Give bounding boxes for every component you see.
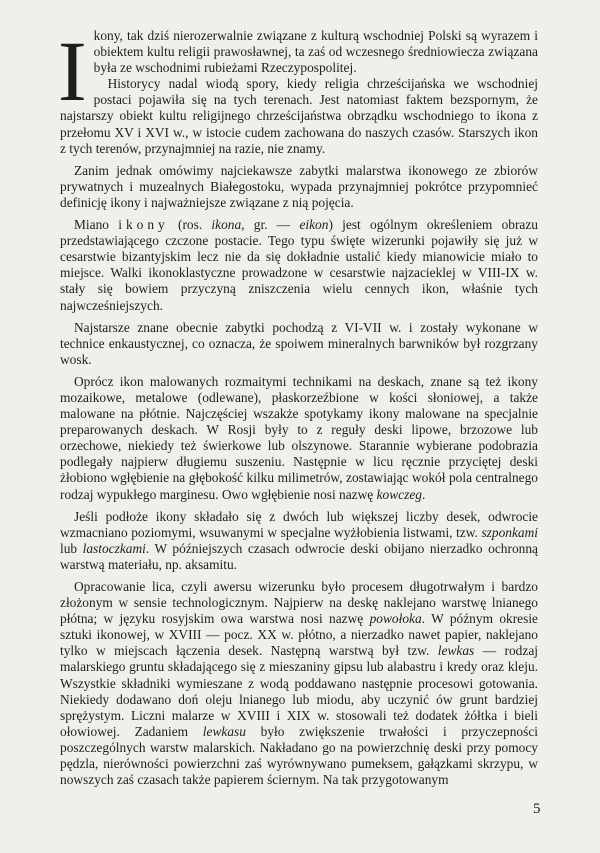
- paragraph-7: [60, 579, 538, 788]
- p3-spaced-term: ikony: [118, 217, 169, 233]
- p3-text-c: (ros.: [168, 217, 212, 233]
- p7-text-e: — rodzaj malarskiego gruntu składającego się z mieszaniny gipsu lub alabastru i kredy oraz kleju. Wszystkie składniki wymieszane z wodą poddawano następnie procesowi gotowania. Niekiedy dodawano doń oleju lnianego lub miodu, aby uczynić ów grunt bardziej sprężystym. Liczni malarze w XVIII i XIX w. stosowali też dodatek żółtka i bieli ołowiowej. Zadaniem: [60, 643, 538, 739]
- p6-italic-lastoczkami: lastoczkami: [82, 540, 146, 556]
- paragraph-6: [60, 509, 538, 573]
- p6-text-a: Jeśli podłoże ikony składało się z dwóch lub większej liczby desek, odwrocie wzmacniano poziomymi, wsuwanymi w specjalne wyżłobienia listwami, tzw.: [60, 508, 538, 540]
- p5-text-c: .: [421, 486, 426, 502]
- p7-text-g: było zwiększenie trwałości i przyczepności poszczególnych warstw malarskich. Nakładano go na powierzchnię deski przy pomocy pędzla, nierówności powierzchni zaś wyrównywano pumeksem, gałązkami skrzypu, w nowszych zaś czasach także papierem ściernym. Na tak przygotowanym: [60, 723, 538, 788]
- p7-italic-lewkas: lewkas: [437, 643, 475, 659]
- p6-text-c: lub: [60, 540, 83, 556]
- p3-italic-ikona: ikona: [211, 217, 242, 233]
- body-text: [58, 23, 538, 794]
- p5-italic-kowczeg: kowczeg: [376, 486, 422, 502]
- p3-italic-eikon: eikon: [299, 217, 329, 233]
- paragraph-3: [60, 217, 538, 314]
- drop-cap: I: [58, 23, 87, 119]
- p3-text-g: ) jest ogólnym określeniem obrazu przedstawiającego czczone postacie. Tego typu święte wizerunki pojawiły się już w cesarstwie bizantyjskim lecz nie da się dokładnie ustalić kiedy mianowicie miało to miejsce. Walki ikonoklastyczne prowadzone w cesarstwie najzacieklej w VIII-IX w. stały się bowiem przyczyną zniszczenia wielu cennych ikon, właśnie tych najwcześniejszych.: [60, 217, 538, 313]
- paragraph-1a-text: kony, tak dziś nierozerwalnie związane z kulturą wschodniej Polski są wyrazem i obiektem kultu religii prawosławnej, ta zaś od wczesnego średniowiecza związana była ze wschodnimi rubieżami Rzeczypospolitej.: [93, 28, 538, 76]
- paragraph-4: Najstarsze znane obecnie zabytki pochodzą z VI-VII w. i zostały wykonane w technice enkaustycznej, co oznacza, że spoiwem mineralnych barwników był rozgrzany wosk.: [60, 319, 538, 367]
- p5-text-a: Oprócz ikon malowanych rozmaitymi technikami na deskach, znane są też ikony mozaikowe, metalowe (odlewane), płaskorzeźbione w kości słoniowej, a także malowane na płótnie. Najczęściej wszakże spotykamy ikony malowane na specjalnie preparowanych deskach. W Rosji były to z reguły deski lipowe, brzozowe lub orzechowe, niekiedy też świerkowe lub olszynowe. Starannie wybierane podobrazia podlegały najpierw długiemu suszeniu. Następnie w licu ręcznie przyciętej deski żłobiono wgłębienie na głębokość kilku milimetrów, zostawiając wokół pola centralnego rodzaj wypukłego marginesu. Owo wgłębienie nosi nazwę: [60, 373, 538, 502]
- page-number: 5: [533, 801, 541, 817]
- p7-italic-lewkasu: lewkasu: [202, 723, 246, 739]
- p7-text-a: Opracowanie lica, czyli awersu wizerunku było procesem długotrwałym i bardzo złożonym w sensie technologicznym. Najpierw na deskę naklejano warstwę lnianego płótna; w języku rosyjskim owa warstwa nosi nazwę: [60, 579, 538, 627]
- p6-text-e: . W późniejszych czasach odwrocie deski obijano nierzadko ochronną warstwą materiału, np. aksamitu.: [60, 540, 538, 572]
- paragraph-2: Zanim jednak omówimy najciekawsze zabytki malarstwa ikonowego ze zbiorów prywatnych i muzealnych Białegostoku, wypada przynajmniej pokrótce przypomnieć definicję ikony i najważniejsze związane z nią pojęcia.: [60, 162, 538, 210]
- p3-text-a: Miano: [74, 217, 119, 233]
- paragraph-1b: Historycy nadal wiodą spory, kiedy religia chrześcijańska we wschodniej postaci pojawiła się na tych terenach. Jest natomiast faktem bezspornym, że najstarszy obiekt kultu religijnego chrześcijaństwa obrządku wschodniego to ikona z przełomu XV i XVI w., w istocie cudem zachowana do naszych czasów. Starszych ikon z tych terenów, przynajmniej na razie, nie znamy.: [60, 76, 538, 156]
- p6-italic-szponkami: szponkami: [481, 524, 538, 540]
- p7-italic-powoloka: powołoka: [369, 611, 422, 627]
- p3-text-e: , gr. —: [241, 217, 300, 233]
- p7-text-c: . W późnym okresie sztuki ikonowej, w XVIII — pocz. XX w. płótno, a nierzadko nawet papier, naklejano tylko w miejscach łączenia desek. Następną warstwą był tzw.: [60, 611, 538, 659]
- paragraph-5: [60, 374, 538, 503]
